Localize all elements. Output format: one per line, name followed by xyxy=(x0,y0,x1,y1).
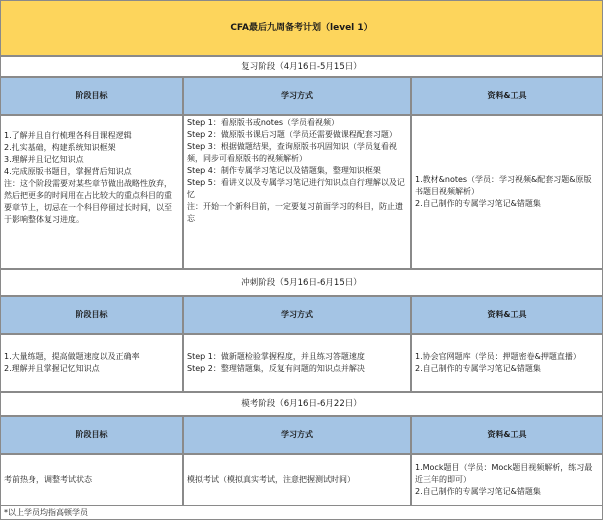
method-line: Step 3：根据做题结果，查询原版书巩固知识（学员复看视频，同步可看原版书的视频解析） xyxy=(187,142,397,163)
header-method: 学习方式 xyxy=(183,296,411,334)
method-line: Step 2：做原版书课后习题（学员还需要做课程配套习题） xyxy=(187,130,397,139)
goal-line: 1.了解并且自行梳理各科目课程逻辑 xyxy=(4,131,132,140)
goal-line: 4.完成原版书题目，掌握背后知识点 xyxy=(4,167,132,176)
goal-line: 3.理解并且记忆知识点 xyxy=(4,155,84,164)
phase-sprint-goal xyxy=(0,334,183,392)
method-line: 模拟考试（模拟真实考试，注意把握测试时间） xyxy=(187,475,355,484)
header-material: 资料&工具 xyxy=(411,77,603,115)
goal-line: 2.理解并且掌握记忆知识点 xyxy=(4,364,100,373)
phase-mock-goal xyxy=(0,454,183,506)
header-goal: 阶段目标 xyxy=(0,416,183,454)
phase-sprint-material xyxy=(411,334,603,392)
plan-title: CFA最后九周备考计划（level 1） xyxy=(0,0,603,56)
material-line: 2.自己制作的专属学习笔记&错题集 xyxy=(415,364,541,373)
phase-mock-material xyxy=(411,454,603,506)
method-line: Step 2：整理错题集，反复有问题的知识点并解决 xyxy=(187,364,365,373)
material-line: 2.自己制作的专属学习笔记&错题集 xyxy=(415,487,541,496)
method-line: Step 1：做新题检验掌握程度，并且练习答题速度 xyxy=(187,352,365,361)
goal-line: 1.大量练题，提高做题速度以及正确率 xyxy=(4,352,140,361)
phase-mock-label: 模考阶段（6月16日-6月22日） xyxy=(0,392,603,416)
material-line: 2.自己制作的专属学习笔记&错题集 xyxy=(415,199,541,208)
goal-line: 2.扎实基础，构建系统知识框架 xyxy=(4,143,116,152)
header-method: 学习方式 xyxy=(183,416,411,454)
header-material: 资料&工具 xyxy=(411,296,603,334)
phase-review-material xyxy=(411,115,603,269)
phase-review-method xyxy=(183,115,411,269)
method-line: Step 5：看讲义以及专属学习笔记进行知识点自行理解以及记忆 xyxy=(187,178,405,199)
method-note: 注：开始一个新科目前，一定要复习前面学习的科目，防止遗忘 xyxy=(187,202,403,223)
phase-sprint-method xyxy=(183,334,411,392)
goal-note: 注：这个阶段需要对某些章节做出战略性放弃，然后把更多的时间用在占比较大的重点科目的重要章节上，切忌在一个科目停留过长时间，以至于影响整体复习进度。 xyxy=(4,179,172,224)
phase-review-goal xyxy=(0,115,183,269)
material-line: 1.教材&notes（学员：学习视频&配套习题&原版书题目视频解析） xyxy=(415,175,592,196)
goal-line: 考前热身，调整考试状态 xyxy=(4,475,92,484)
footnote: *以上学员均指高顿学员 xyxy=(0,506,603,520)
phase-review-label: 复习阶段（4月16日-5月15日） xyxy=(0,56,603,77)
method-line: Step 1：看原版书或notes（学员看视频） xyxy=(187,118,340,127)
phase-sprint-label: 冲刺阶段（5月16日-6月15日） xyxy=(0,269,603,296)
material-line: 1.协会官网题库（学员：押题密卷&押题直播） xyxy=(415,352,581,361)
material-line: 1.Mock题目（学员：Mock题目视频解析，练习最近三年的即可） xyxy=(415,463,593,484)
method-line: Step 4：制作专属学习笔记以及错题集，整理知识框架 xyxy=(187,166,381,175)
header-goal: 阶段目标 xyxy=(0,296,183,334)
phase-mock-method xyxy=(183,454,411,506)
header-material: 资料&工具 xyxy=(411,416,603,454)
header-method: 学习方式 xyxy=(183,77,411,115)
header-goal: 阶段目标 xyxy=(0,77,183,115)
